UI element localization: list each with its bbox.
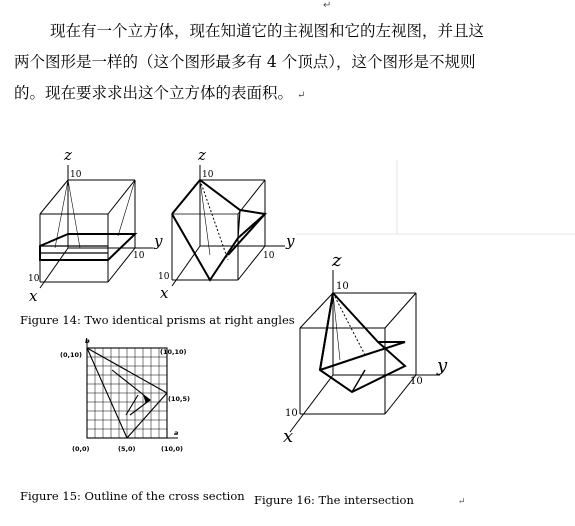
fig15-label-10-0: (10,0) <box>161 445 183 453</box>
fig14-right-y: y <box>286 232 295 250</box>
fig14-left-x-tick: 10 <box>28 274 40 284</box>
fig14-left-z: z <box>64 146 72 164</box>
fig15-axis-a: a <box>174 429 179 437</box>
fig14-right-z: z <box>198 146 206 164</box>
fig14-left-x: x <box>29 287 38 305</box>
fig16-z: z <box>332 250 342 271</box>
fig15-label-0-0: (0,0) <box>72 445 90 453</box>
fig15-axis-b: b <box>85 337 90 345</box>
fig14-left-y: y <box>154 232 163 250</box>
fig15-label-10-10: (10,10) <box>160 348 187 356</box>
fig14-right-x-tick: 10 <box>158 272 170 282</box>
fig16-caption-text: Figure 16: The intersection <box>254 493 414 507</box>
fig16-y: y <box>437 355 448 376</box>
fig15-label-10-5: (10,5) <box>168 395 190 403</box>
fig14-right-y-tick: 10 <box>263 251 275 261</box>
paragraph-line-3-mark: ↵ <box>297 90 306 101</box>
paragraph-line-1: 现在有一个立方体，现在知道它的主视图和它的左视图，并且这 <box>50 22 485 40</box>
fig16-caption-mark: ↵ <box>457 497 466 507</box>
paragraph-line-2: 两个图形是一样的（这个图形最多有 4 个顶点），这个图形是不规则 <box>14 53 476 71</box>
fig15-label-0-10: (0,10) <box>60 351 82 359</box>
fig15-caption: Figure 15: Outline of the cross section <box>20 489 245 503</box>
fig15-label-5-0: (5,0) <box>118 445 136 453</box>
fig14-left-y-tick: 10 <box>133 251 145 261</box>
paragraph-mark: ↵ <box>323 0 332 11</box>
paragraph-line-3-text: 的。现在要求求出这个立方体的表面积。 <box>14 84 294 102</box>
fig16-z-tick: 10 <box>336 281 349 292</box>
fig14-right-z-tick: 10 <box>202 170 214 180</box>
fig16-caption <box>254 493 465 507</box>
fig14-caption: Figure 14: Two identical prisms at right angles <box>20 313 295 327</box>
fig16-x-tick: 10 <box>285 408 298 419</box>
fig14-right-x: x <box>160 284 169 302</box>
fig14-left-z-tick: 10 <box>70 170 82 180</box>
fig16-y-tick: 10 <box>410 376 423 387</box>
fig16-x: x <box>283 426 294 447</box>
